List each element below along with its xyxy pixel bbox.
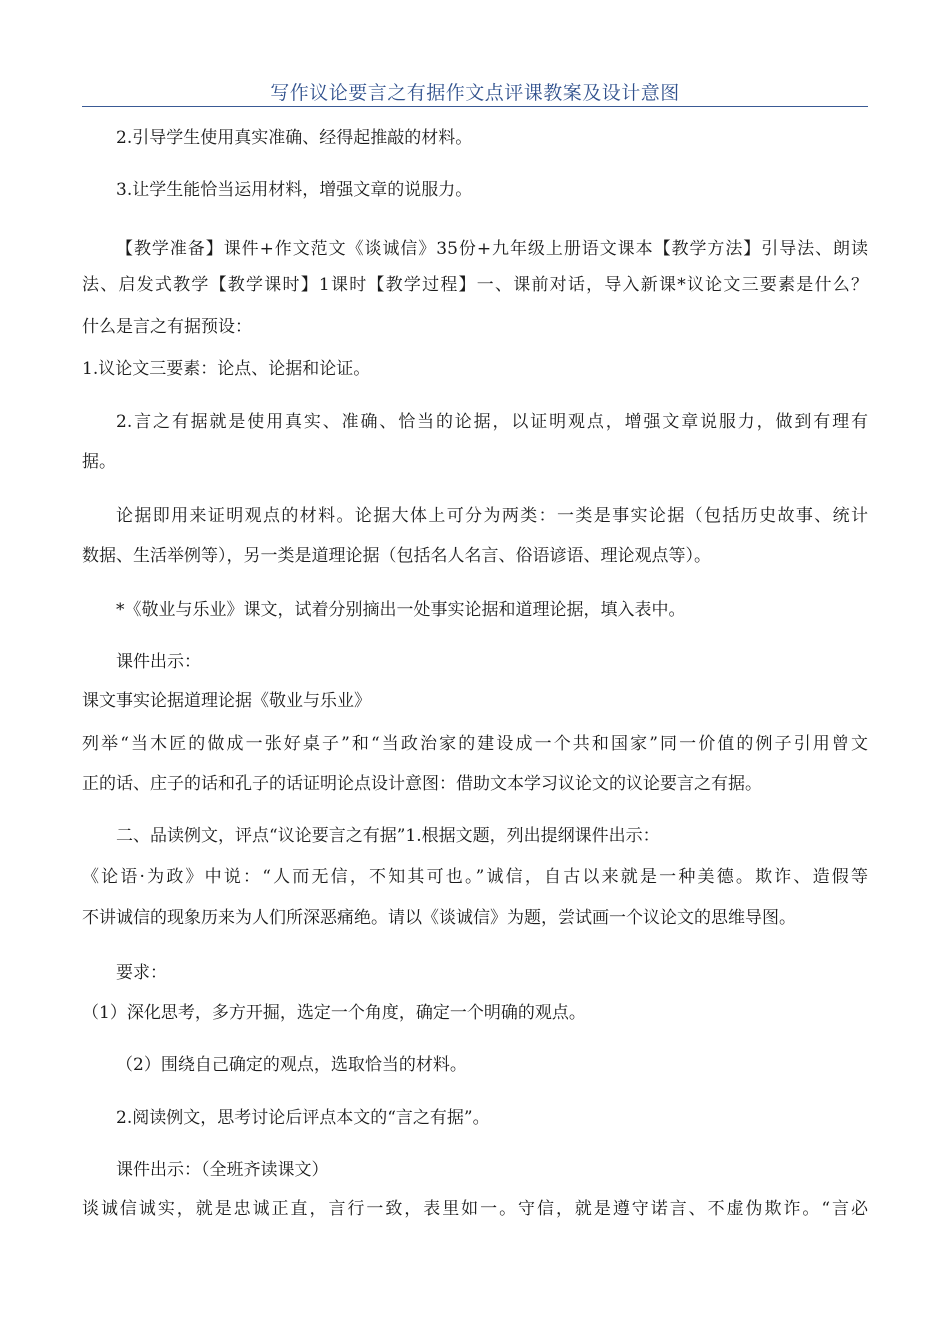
preset-item-1: 1.议论文三要素：论点、论据和论证。 — [82, 359, 371, 379]
requirement-2: （2）围绕自己确定的观点，选取恰当的材料。 — [116, 1055, 467, 1075]
section-two-heading: 二、品读例文，评点“议论要言之有据”1.根据文题，列出提纲课件出示： — [116, 826, 660, 846]
requirement-1: （1）深化思考，多方开掘，选定一个角度，确定一个明确的观点。 — [82, 1003, 586, 1023]
requirements-label: 要求： — [116, 963, 167, 983]
header-divider — [82, 106, 868, 107]
table-content-line-1: 列举“当木匠的做成一张好桌子”和“当政治家的建设成一个共和国家”同一价值的例子引用曾文 — [82, 734, 868, 754]
textbook-task: *《敬业与乐业》课文，试着分别摘出一处事实论据和道理论据，填入表中。 — [116, 600, 686, 620]
teaching-prep-line-3: 什么是言之有据预设： — [82, 317, 252, 337]
evidence-definition-line-1: 论据即用来证明观点的材料。论据大体上可分为两类：一类是事实论据（包括历史故事、统计 — [116, 506, 868, 526]
prompt-line-2: 不讲诚信的现象历来为人们所深恶痛绝。请以《谈诚信》为题，尝试画一个议论文的思维导图。 — [82, 908, 796, 928]
courseware-label-2: 课件出示：（全班齐读课文） — [116, 1160, 329, 1180]
evidence-definition-line-2: 数据、生活举例等），另一类是道理论据（包括名人名言、俗语谚语、理论观点等）。 — [82, 546, 711, 566]
teaching-prep-line-2: 法、启发式教学【教学课时】1课时【教学过程】一、课前对话，导入新课*议论文三要素是什么？ — [82, 275, 868, 295]
objective-3: 3.让学生能恰当运用材料，增强文章的说服力。 — [116, 180, 473, 200]
prompt-line-1: 《论语·为政》中说：“人而无信，不知其可也。”诚信，自古以来就是一种美德。欺诈、造假等 — [82, 867, 868, 887]
reading-task: 2.阅读例文，思考讨论后评点本文的“言之有据”。 — [116, 1108, 490, 1128]
table-heading-row: 课文事实论据道理论据《敬业与乐业》 — [82, 691, 371, 711]
document-header-title: 写作议论要言之有据作文点评课教案及设计意图 — [270, 82, 680, 104]
preset-item-2-line-2: 据。 — [82, 452, 116, 472]
objective-2: 2.引导学生使用真实准确、经得起推敲的材料。 — [116, 128, 473, 148]
teaching-prep-line-1: 【教学准备】课件+作文范文《谈诚信》35份+九年级上册语文课本【教学方法】引导法、朗读 — [116, 239, 868, 259]
preset-item-2-line-1: 2.言之有据就是使用真实、准确、恰当的论据，以证明观点，增强文章说服力，做到有理有 — [116, 412, 868, 432]
courseware-label-1: 课件出示： — [116, 652, 201, 672]
table-content-line-2: 正的话、庄子的话和孔子的话证明论点设计意图：借助文本学习议论文的议论要言之有据。 — [82, 774, 762, 794]
essay-first-line: 谈诚信诚实，就是忠诚正直，言行一致，表里如一。守信，就是遵守诺言、不虚伪欺诈。“言必 — [82, 1199, 868, 1219]
